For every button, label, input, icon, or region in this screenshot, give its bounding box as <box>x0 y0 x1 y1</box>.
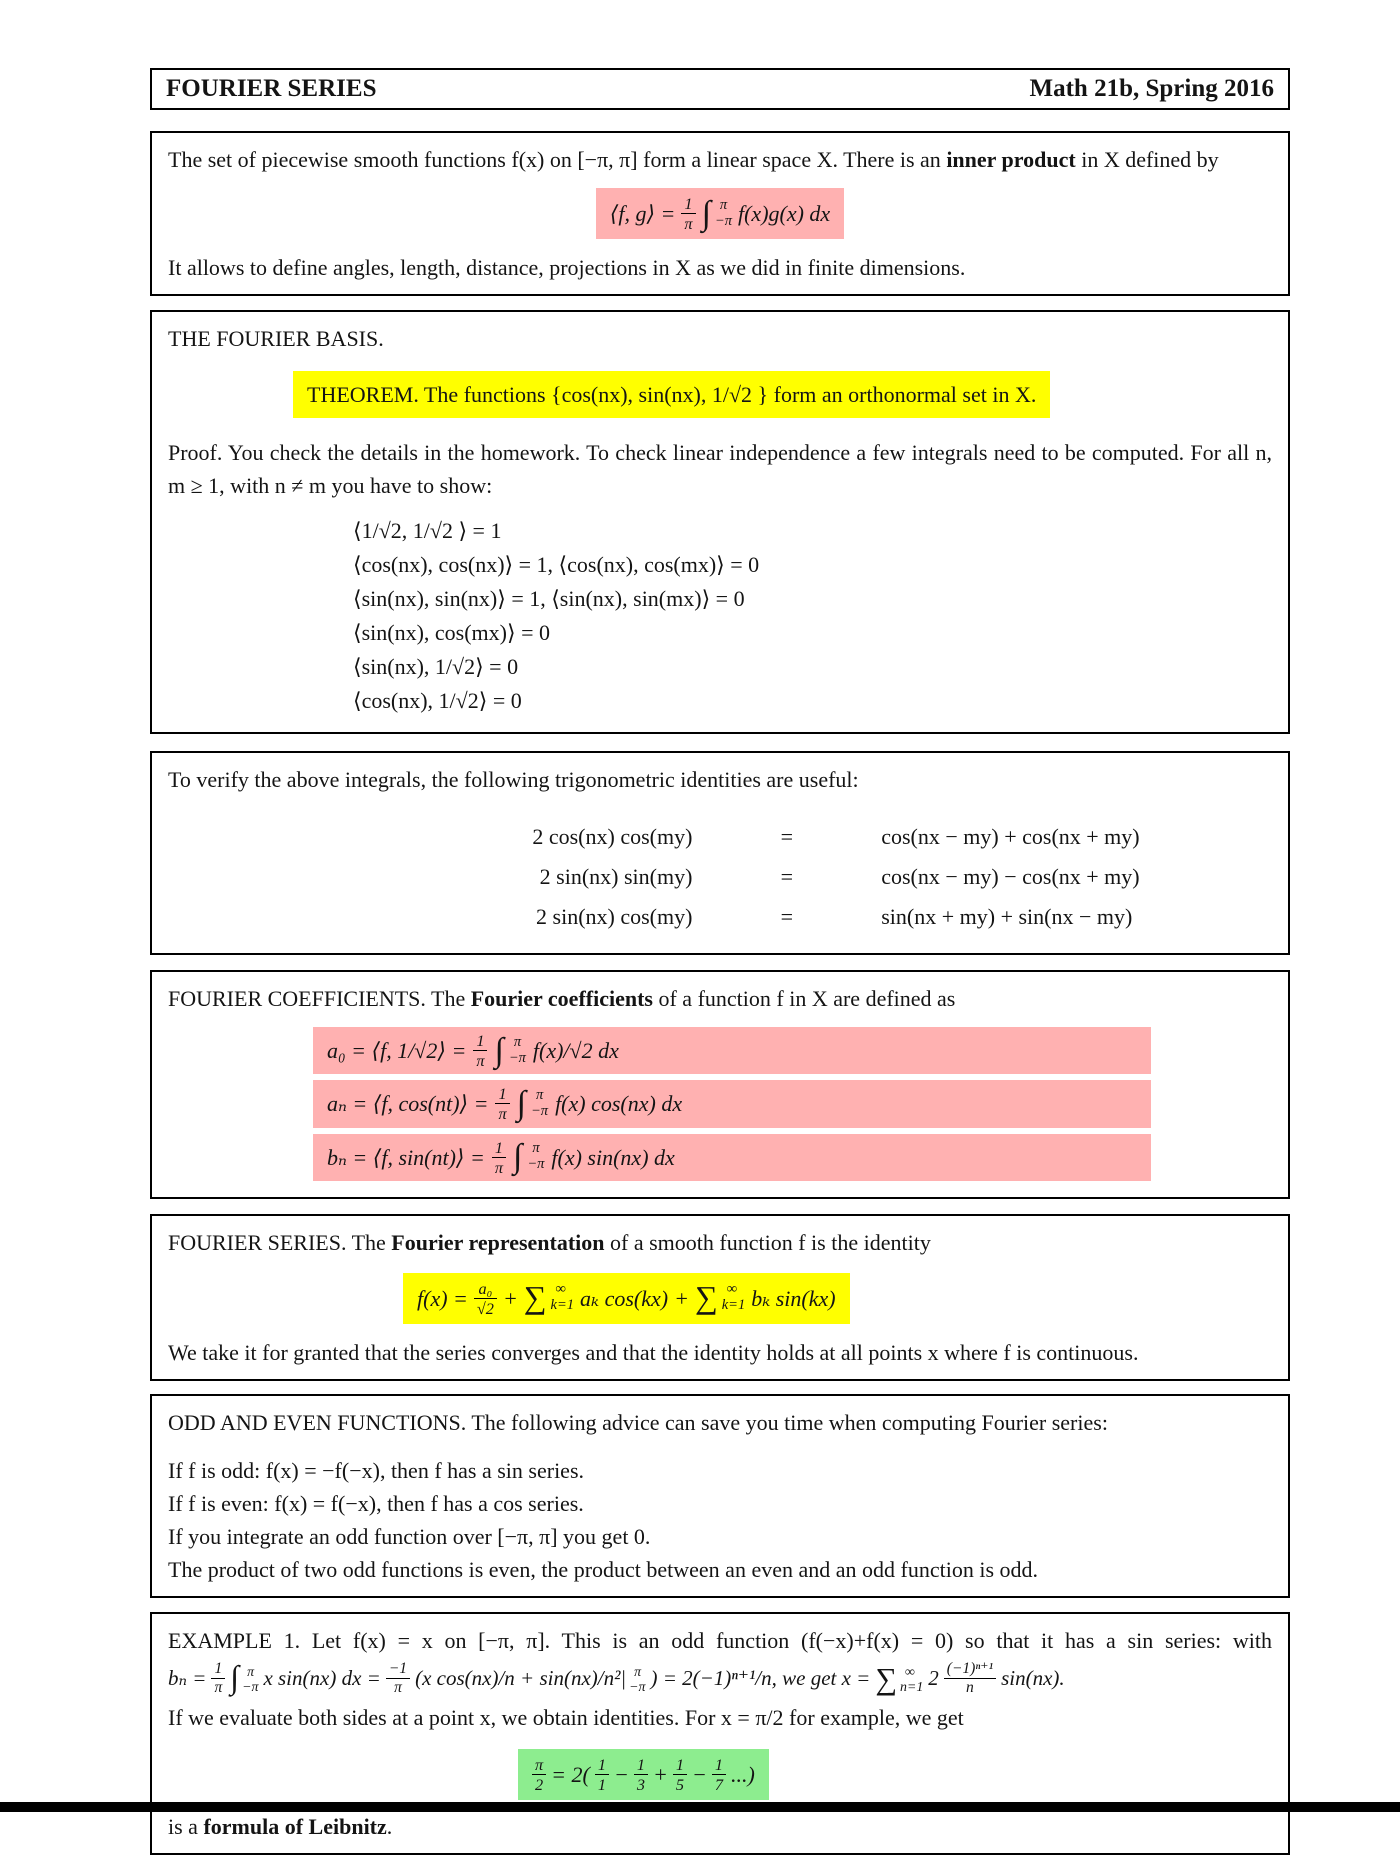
formula-lhs: bₙ = ⟨f, sin(nt)⟩ = <box>327 1144 485 1170</box>
paragraph-text: The set of piecewise smooth functions f(x) on [−π, π] form a linear space X. There is an <box>168 147 947 172</box>
header-box <box>150 68 1290 110</box>
leibnitz-formula <box>518 1749 769 1800</box>
fraction: $\frac{\text{a₀}}{√2}$ <box>474 1280 497 1317</box>
minus-sign: − <box>613 1761 629 1787</box>
fraction: $\frac{1}{7}$ <box>712 1756 726 1793</box>
relation-line: ⟨sin(nx), 1/√2⟩ = 0 <box>353 654 519 680</box>
example-line1: EXAMPLE 1. Let f(x) = x on [−π, π]. This is an odd function (f(−x)+f(x) = 0) so that it has a sin series: with <box>168 1627 1272 1653</box>
advice-list <box>168 1454 1272 1586</box>
identity-lhs: 2 sin(nx) cos(my) <box>536 904 693 930</box>
fraction: $\frac{-1}{\pi}$ <box>386 1661 410 1697</box>
series-title <box>168 1226 1272 1259</box>
fraction: $\frac{1}{5}$ <box>673 1756 687 1793</box>
integral-icon: ∫ <box>230 1660 240 1697</box>
advice-line: If f is odd: f(x) = −f(−x), then f has a sin series. <box>168 1457 585 1483</box>
sum-icon: ∑ <box>875 1661 898 1696</box>
trig-intro: To verify the above integrals, the following trigonometric identities are useful: <box>168 767 859 793</box>
integral-limits: π −π <box>242 1663 259 1694</box>
equals-sign: = <box>780 904 794 930</box>
inner-product-paragraph <box>168 143 1272 176</box>
formula-text: x sin(nx) dx = <box>263 1666 381 1691</box>
integral-icon: ∫ <box>701 194 711 232</box>
leibnitz-formula-row <box>518 1746 1272 1800</box>
formula-text: ...) <box>730 1761 755 1787</box>
basis-title: THE FOURIER BASIS. <box>168 326 384 352</box>
inner-product-box <box>150 131 1290 296</box>
formula-lhs: ⟨f, g⟩ = <box>609 201 676 227</box>
footer-text: . <box>386 1813 393 1839</box>
fraction: $\frac{\pi}{2}$ <box>532 1756 546 1793</box>
sum-icon: ∑ <box>694 1280 718 1316</box>
formula-lhs: bₙ = <box>168 1666 207 1691</box>
title-text: of a smooth function f is the identity <box>604 1229 931 1255</box>
course-label: Math 21b, Spring 2016 <box>1029 75 1274 102</box>
theorem-highlight: THEOREM. The functions {cos(nx), sin(nx), 1/√2 } form an orthonormal set in X. <box>293 371 1050 418</box>
integral-limits: π −π <box>530 1087 549 1119</box>
advice-line: If f is even: f(x) = f(−x), then f has a cos series. <box>168 1490 584 1516</box>
formula-text: ) = 2(−1)ⁿ⁺¹/n, we get x = <box>650 1666 871 1691</box>
an-formula <box>313 1080 1151 1127</box>
relation-line: ⟨sin(nx), cos(mx)⟩ = 0 <box>353 620 550 646</box>
integral-limits: π −π <box>527 1140 545 1173</box>
fourier-coefficients-box <box>150 970 1290 1199</box>
equals-sign: = <box>780 864 794 890</box>
sum-icon: ∑ <box>523 1280 547 1316</box>
plus-sign: + <box>652 1761 668 1787</box>
evaluation-limits: π −π <box>629 1663 646 1694</box>
title-text: FOURIER SERIES. The <box>168 1229 392 1255</box>
series-formula-row <box>403 1273 1272 1324</box>
odd-even-title: ODD AND EVEN FUNCTIONS. The following advice can save you time when computing Fourier series: <box>168 1409 1108 1435</box>
integral-icon: ∫ <box>516 1084 526 1122</box>
bn-formula <box>313 1134 1151 1181</box>
formula-body: f(x) cos(nx) dx <box>555 1091 683 1117</box>
formula-text: 2 <box>928 1666 939 1691</box>
odd-even-box <box>150 1394 1290 1598</box>
fourier-basis-box <box>150 310 1290 734</box>
fraction: $\frac{1}{\pi}$ <box>211 1661 225 1697</box>
example-box <box>150 1612 1290 1855</box>
paragraph-text: in X defined by <box>1075 147 1219 172</box>
formula-body: f(x) sin(nx) dx <box>551 1144 675 1170</box>
fraction: $\frac{1}{1}$ <box>595 1756 609 1793</box>
inner-product-formula-row <box>168 188 1272 239</box>
formula-term: bₖ sin(kx) <box>751 1285 836 1311</box>
integral-icon: ∫ <box>512 1138 523 1176</box>
formula-text: (x cos(nx)/n + sin(nx)/n²| <box>415 1666 627 1691</box>
identity-rhs: cos(nx − my) + cos(nx + my) <box>881 824 1140 850</box>
advice-line: If you integrate an odd function over [−π, π] you get 0. <box>168 1523 651 1549</box>
inner-product-term: inner product <box>946 147 1076 172</box>
example-footer <box>168 1810 1272 1843</box>
relation-line: ⟨cos(nx), cos(nx)⟩ = 1, ⟨cos(nx), cos(mx)⟩ = 0 <box>353 552 760 578</box>
series-formula <box>403 1273 850 1324</box>
proof-paragraph: Proof. You check the details in the homework. To check linear independence a few integrals need to be computed. For all n, m ≥ 1, with n ≠ m you have to show: <box>168 440 1272 499</box>
inner-product-formula <box>596 188 844 239</box>
page-title: FOURIER SERIES <box>166 75 377 102</box>
identity-rhs: cos(nx − my) − cos(nx + my) <box>881 864 1140 890</box>
coefficient-formulas <box>168 1027 1272 1181</box>
theorem-row <box>293 371 1272 418</box>
coefficients-term: Fourier coefficients <box>470 986 653 1012</box>
title-text: of a function f in X are defined as <box>652 986 956 1012</box>
formula-lhs: f(x) = <box>417 1285 468 1311</box>
formula-term: aₖ cos(kx) <box>580 1285 669 1311</box>
fraction: $\frac{1}{\pi}$ <box>492 1139 506 1176</box>
sum-limits: ∞ k=1 <box>721 1281 746 1314</box>
leibnitz-term: formula of Leibnitz <box>203 1813 387 1839</box>
fourier-series-box <box>150 1214 1290 1381</box>
plus-sign: + <box>674 1285 689 1311</box>
formula-lhs: a₀ = ⟨f, 1/√2⟩ = <box>327 1038 467 1064</box>
a0-formula <box>313 1027 1151 1074</box>
identity-lhs: 2 sin(nx) sin(my) <box>539 864 693 890</box>
integral-limits: π −π <box>714 196 732 229</box>
advice-line: The product of two odd functions is even, the product between an even and an odd function is odd. <box>168 1556 1038 1582</box>
inner-product-footer: It allows to define angles, length, distance, projections in X as we did in finite dimensions. <box>168 255 966 281</box>
page-bottom-edge <box>0 1802 1400 1812</box>
fraction: $\frac{1}{\pi}$ <box>681 195 695 232</box>
coefficients-title <box>168 982 1272 1015</box>
title-text: FOURIER COEFFICIENTS. The <box>168 986 471 1012</box>
minus-sign: − <box>691 1761 707 1787</box>
example-line3: If we evaluate both sides at a point x, we obtain identities. For x = π/2 for example, we get <box>168 1704 964 1730</box>
fraction: $\frac{1}{3}$ <box>634 1756 648 1793</box>
integral-limits: π −π <box>508 1033 526 1066</box>
series-footer: We take it for granted that the series converges and that the identity holds at all points x where f is continuous. <box>168 1339 1139 1365</box>
identity-rhs: sin(nx + my) + sin(nx − my) <box>881 904 1133 930</box>
plus-sign: + <box>502 1285 518 1311</box>
relation-line: ⟨sin(nx), sin(nx)⟩ = 1, ⟨sin(nx), sin(mx)⟩ = 0 <box>353 586 745 612</box>
footer-text: is a <box>168 1813 204 1839</box>
integral-icon: ∫ <box>494 1031 504 1069</box>
formula-text: = 2( <box>551 1761 590 1787</box>
orthogonality-relations <box>353 514 1272 718</box>
relation-line: ⟨1/√2, 1/√2 ⟩ = 1 <box>353 518 502 544</box>
trig-identities-box <box>150 751 1290 955</box>
formula-text: sin(nx). <box>1001 1666 1065 1691</box>
sum-limits: ∞ k=1 <box>550 1281 575 1314</box>
formula-body: f(x)g(x) dx <box>737 201 831 227</box>
trig-identities-grid <box>400 820 1272 933</box>
fraction: $\frac{1}{\pi}$ <box>495 1085 509 1122</box>
fraction: $\frac{1}{\pi}$ <box>473 1032 487 1069</box>
formula-lhs: aₙ = ⟨f, cos(nt)⟩ = <box>327 1091 489 1117</box>
relation-line: ⟨cos(nx), 1/√2⟩ = 0 <box>353 688 522 714</box>
representation-term: Fourier representation <box>391 1229 605 1255</box>
example-mathline <box>168 1661 1272 1697</box>
sum-limits: ∞ n=1 <box>900 1663 924 1694</box>
equals-sign: = <box>780 824 794 850</box>
identity-lhs: 2 cos(nx) cos(my) <box>532 824 693 850</box>
formula-body: f(x)/√2 dx <box>532 1038 619 1064</box>
fraction: $\frac{\text{(−1)ⁿ⁺¹}}{n}$ <box>944 1661 996 1697</box>
